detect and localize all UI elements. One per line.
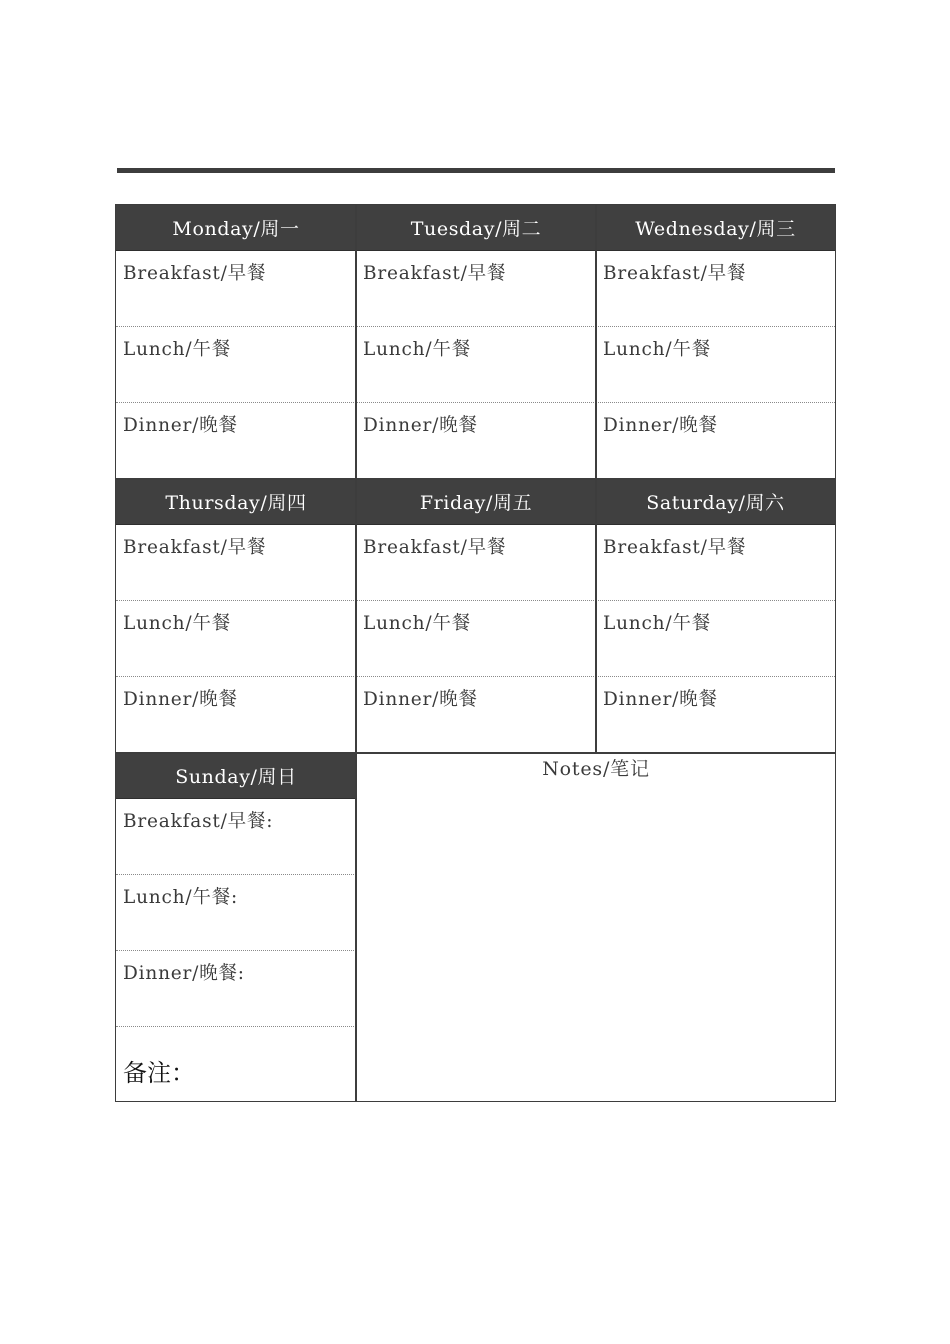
meal-lunch[interactable]: Lunch/午餐	[356, 601, 596, 677]
day-header: Friday/周五	[356, 479, 596, 525]
day-header: Saturday/周六	[596, 479, 835, 525]
day-tuesday	[356, 205, 596, 479]
meal-breakfast[interactable]: Breakfast/早餐	[596, 525, 835, 601]
meal-dinner[interactable]: Dinner/晚餐	[603, 689, 718, 710]
day-thursday	[116, 479, 356, 753]
day-header: Wednesday/周三	[596, 205, 835, 251]
meal-dinner[interactable]: Dinner/晚餐	[363, 415, 478, 436]
meal-lunch[interactable]: Lunch/午餐	[356, 327, 596, 403]
meal-lunch[interactable]: Lunch/午餐:	[116, 875, 356, 951]
meal-breakfast[interactable]: Breakfast/早餐	[116, 251, 356, 327]
day-sunday	[116, 753, 356, 1027]
meal-breakfast[interactable]: Breakfast/早餐	[356, 525, 596, 601]
day-header: Thursday/周四	[116, 479, 356, 525]
meal-dinner[interactable]: Dinner/晚餐	[603, 415, 718, 436]
notes-area[interactable]	[357, 785, 835, 1101]
day-wednesday	[596, 205, 835, 479]
row-divider	[116, 478, 835, 480]
column-divider	[355, 205, 357, 1101]
meal-planner-grid	[115, 204, 836, 1102]
remark-label: 备注：	[123, 1059, 195, 1087]
top-divider	[117, 168, 835, 173]
meal-breakfast[interactable]: Breakfast/早餐	[356, 251, 596, 327]
day-header: Sunday/周日	[116, 753, 356, 799]
meal-lunch[interactable]: Lunch/午餐	[116, 601, 356, 677]
meal-lunch[interactable]: Lunch/午餐	[596, 601, 835, 677]
meal-breakfast[interactable]: Breakfast/早餐	[116, 525, 356, 601]
meal-lunch[interactable]: Lunch/午餐	[116, 327, 356, 403]
meal-dinner[interactable]: Dinner/晚餐	[363, 689, 478, 710]
meal-dinner[interactable]: Dinner/晚餐	[123, 415, 238, 436]
meal-dinner[interactable]: Dinner/晚餐:	[116, 951, 356, 1027]
meal-breakfast[interactable]: Breakfast/早餐	[596, 251, 835, 327]
meal-dinner[interactable]: Dinner/晚餐	[123, 689, 238, 710]
meal-breakfast[interactable]: Breakfast/早餐:	[116, 799, 356, 875]
day-saturday	[596, 479, 835, 753]
day-monday	[116, 205, 356, 479]
meal-lunch[interactable]: Lunch/午餐	[596, 327, 835, 403]
notes-title: Notes/笔记	[542, 758, 650, 780]
day-header: Tuesday/周二	[356, 205, 596, 251]
day-header: Monday/周一	[116, 205, 356, 251]
day-friday	[356, 479, 596, 753]
row-divider	[116, 752, 835, 754]
